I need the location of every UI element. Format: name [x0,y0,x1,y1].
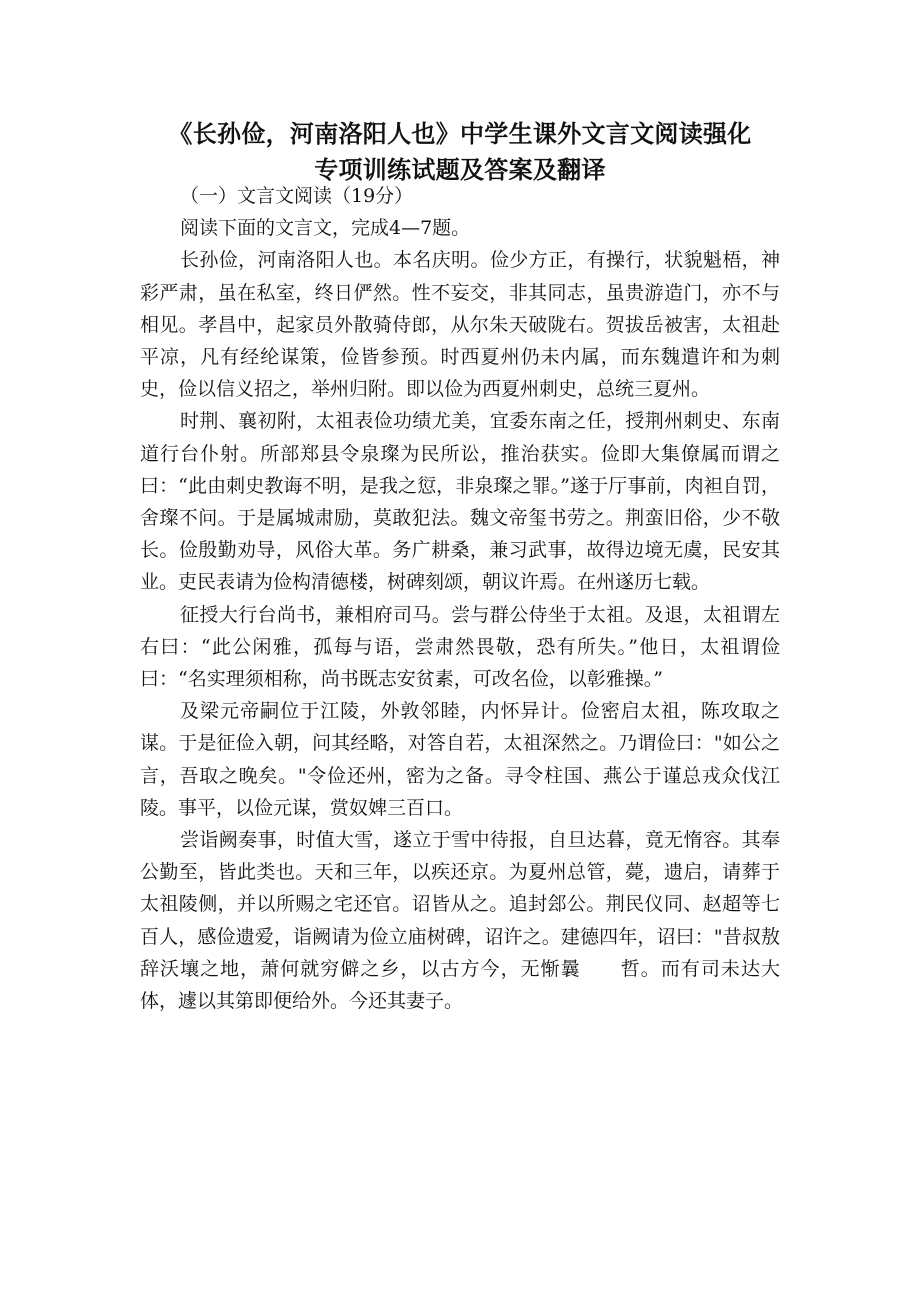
paragraph-5: 尝诣阙奏事，时值大雪，遂立于雪中待报，自旦达暮，竟无惰容。其奉公勤至，皆此类也。天和三年，以疾还京。为夏州总管，薨，遗启，请葬于太祖陵侧，并以所赐之宅还官。诏皆从之。追封郐公。荆民仪同、赵超等七百人，感俭遗爱，诣阙请为俭立庙树碑，诏许之。建德四年，诏曰："昔叔敖辞沃壤之地，萧何就穷僻之乡，以古方今，无惭曩 哲。而有司未达大体，遽以其第即便给外。今还其妻子。 [140,829,780,1013]
title-line-1: 《长孙俭，河南洛阳人也》中学生课外文言文阅读强化 [168,120,752,148]
document-body [140,180,780,1017]
title-line-2: 专项训练试题及答案及翻译 [314,156,606,184]
paragraph-2: 时荆、襄初附，太祖表俭功绩尤美，宜委东南之任，授荆州刺史、东南道行台仆射。所部郑县令泉璨为民所讼，推治获实。俭即大集僚属而谓之曰：“此由刺史教诲不明，是我之愆，非泉璨之罪。”遂于厅事前，肉袒自罚，舍璨不问。于是属城肃励，莫敢犯法。魏文帝玺书劳之。荆蛮旧俗，少不敬长。俭殷勤劝导，风俗大革。务广耕桑，兼习武事，故得边境无虞，民安其业。吏民表请为俭构清德楼，树碑刻颂，朝议许焉。在州遂历七载。 [140,410,780,594]
instruction-text: 阅读下面的文言文，完成4—7题。 [180,217,471,240]
paragraph-4: 及梁元帝嗣位于江陵，外敦邻睦，内怀异计。俭密启太祖，陈攻取之谋。于是征俭入朝，问其经略，对答自若，太祖深然之。乃谓俭曰："如公之言，吾取之晚矣。"令俭还州，密为之备。寻令柱国、燕公于谨总戎众伐江陵。事平，以俭元谋，赏奴婢三百口。 [140,700,780,819]
document-title [140,116,780,188]
paragraph-1: 长孙俭，河南洛阳人也。本名庆明。俭少方正，有操行，状貌魁梧，神彩严肃，虽在私室，终日俨然。性不妄交，非其同志，虽贵游造门，亦不与相见。孝昌中，起家员外散骑侍郎，从尔朱天破陇右。贺拔岳被害，太祖赴平凉，凡有经纶谋策，俭皆参预。时西夏州仍未内属，而东魏遣许和为刺史，俭以信义招之，举州归附。即以俭为西夏州刺史，总统三夏州。 [140,249,780,401]
section-heading: （一）文言文阅读（19分） [180,185,414,207]
paragraph-3: 征授大行台尚书，兼相府司马。尝与群公侍坐于太祖。及退，太祖谓左右曰：“此公闲雅，孤每与语，尝肃然畏敬，恐有所失。”他日，太祖谓俭曰：“名实理须相称，尚书既志安贫素，可改名俭，以彰雅操。” [140,603,780,691]
